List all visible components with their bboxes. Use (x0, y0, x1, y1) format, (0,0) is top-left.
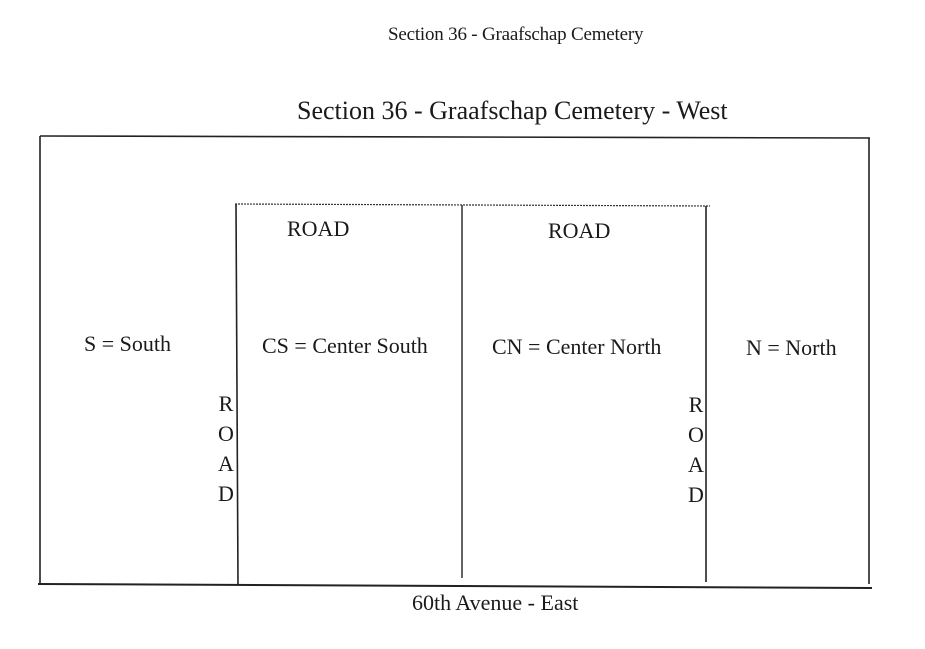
road-label-vertical-left (216, 389, 236, 509)
page-header: Section 36 - Graafschap Cemetery (388, 24, 644, 45)
road-letter: R (218, 391, 234, 416)
outer-top-border (40, 136, 870, 138)
road-label-top-right: ROAD (548, 218, 611, 243)
inner-top-road-line (235, 204, 710, 206)
outer-bottom-border (38, 584, 872, 588)
bottom-road-label: 60th Avenue - East (412, 590, 579, 615)
road-letter: O (218, 421, 234, 446)
section-south-label: S = South (84, 331, 171, 356)
section-center-north-label: CN = Center North (492, 334, 662, 359)
road-letter: O (688, 422, 704, 447)
road-letter: A (218, 451, 234, 476)
map-title: Section 36 - Graafschap Cemetery - West (297, 96, 728, 125)
road-letter: R (688, 392, 704, 417)
road-letter: D (218, 481, 234, 506)
left-road-line (236, 204, 238, 584)
road-letter: D (688, 482, 704, 507)
road-letter: A (688, 452, 704, 477)
section-center-south-label: CS = Center South (262, 333, 428, 358)
road-label-top-left: ROAD (287, 216, 350, 241)
road-label-vertical-right (686, 390, 706, 510)
section-north-label: N = North (746, 335, 837, 360)
